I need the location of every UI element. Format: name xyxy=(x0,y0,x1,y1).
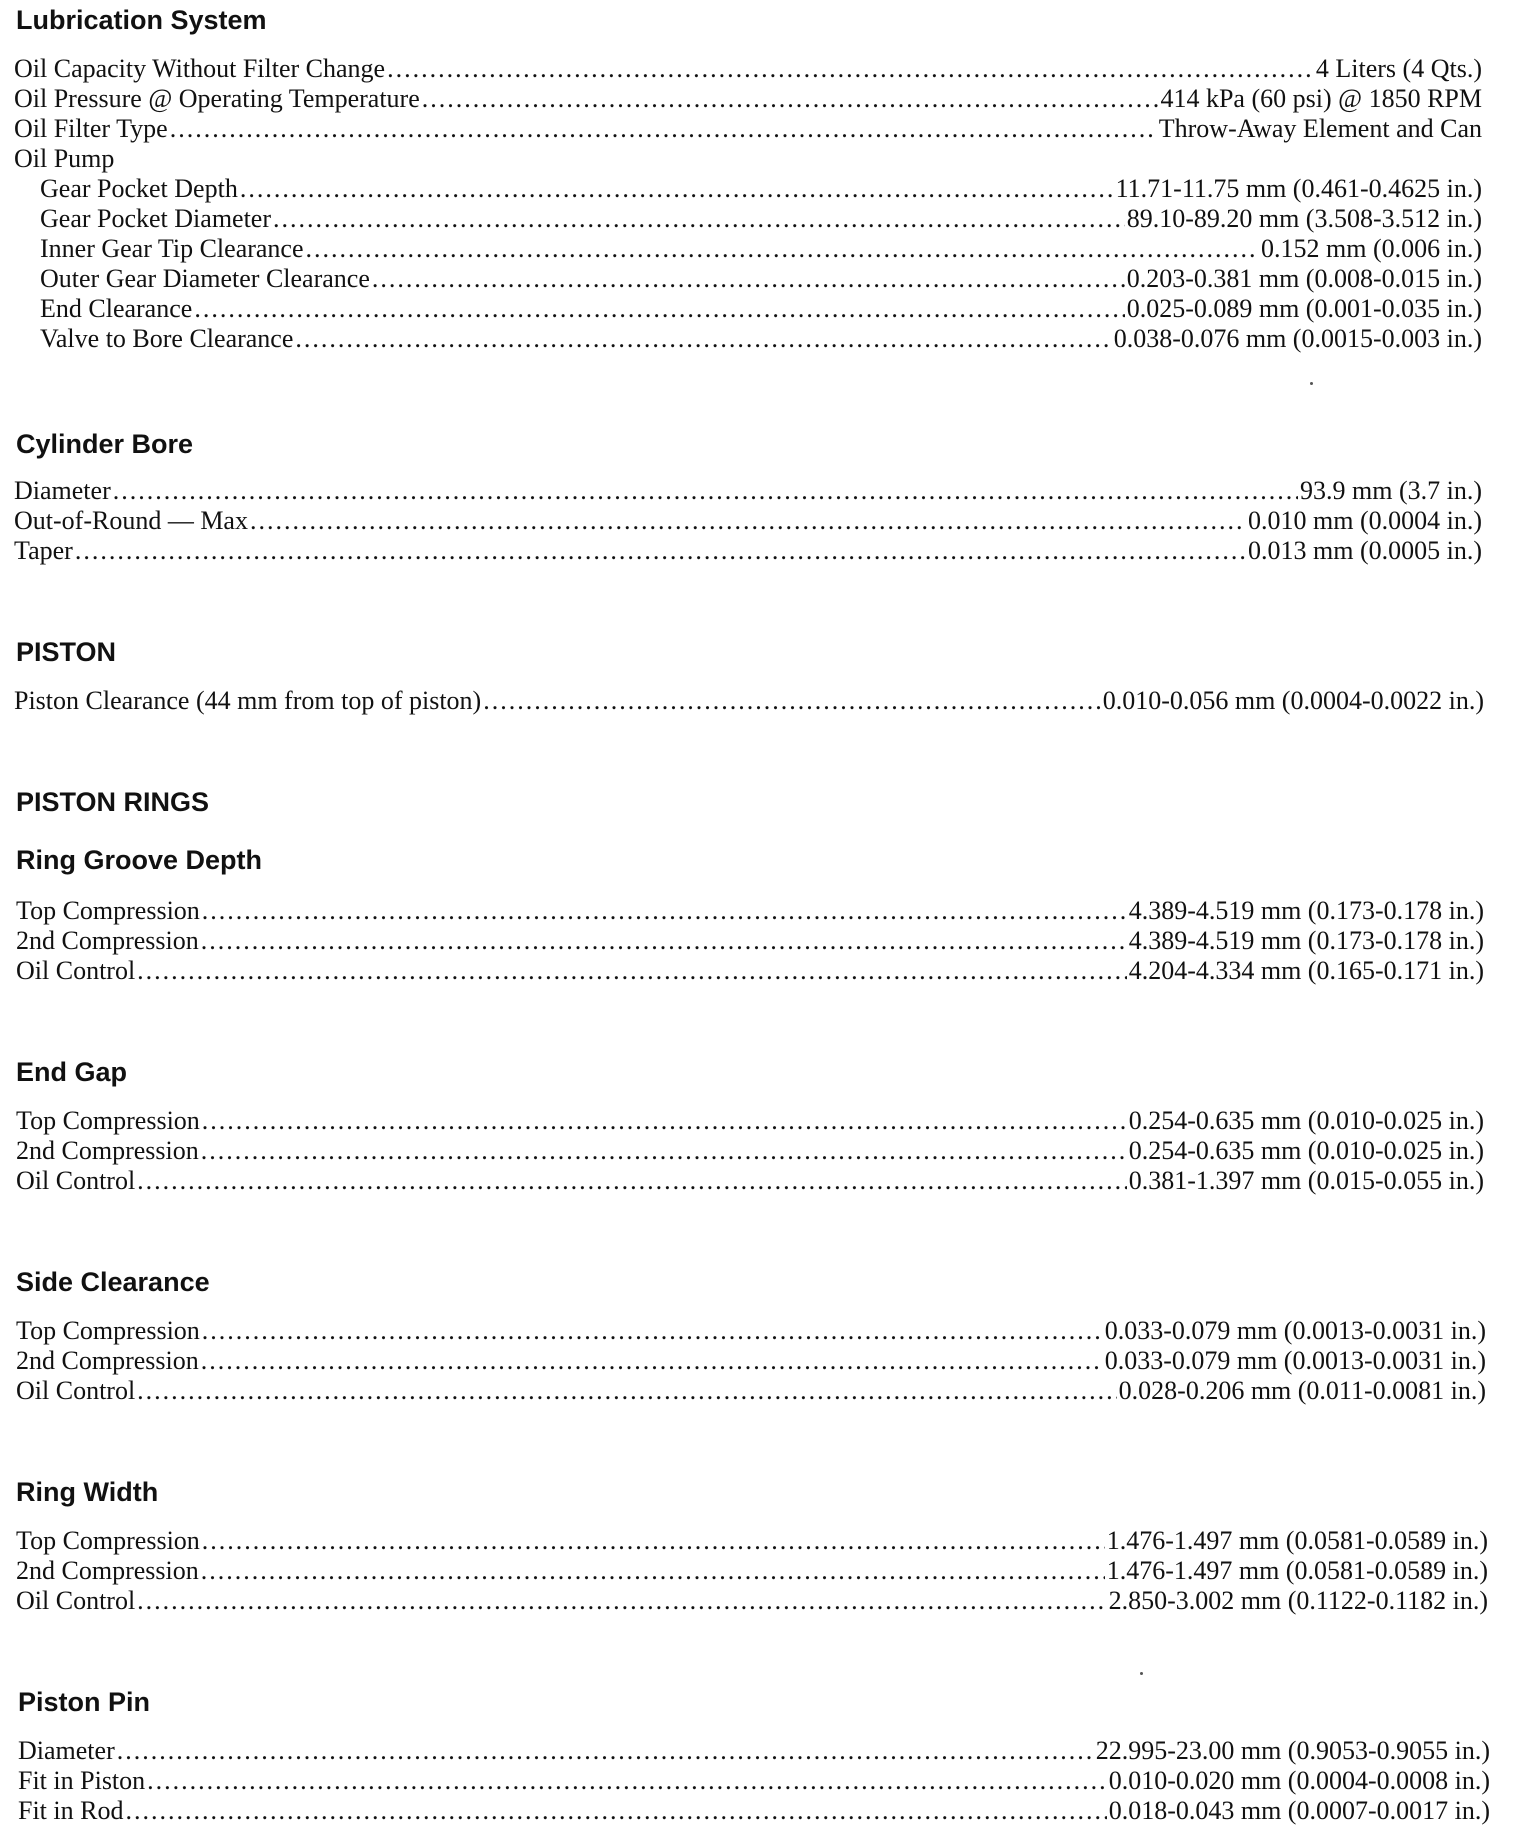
dot-leader xyxy=(240,174,1114,204)
spec-row-side-second xyxy=(16,1346,1486,1376)
spec-label: Oil Control xyxy=(16,956,136,985)
spec-value: 1.476-1.497 mm (0.0581-0.0589 in.) xyxy=(1106,1526,1488,1555)
spec-label: Fit in Piston xyxy=(18,1766,146,1795)
dot-leader xyxy=(306,234,1259,264)
spec-label: Gear Pocket Diameter xyxy=(40,204,272,233)
spec-value: 0.203-0.381 mm (0.008-0.015 in.) xyxy=(1126,264,1482,293)
spec-value: 0.033-0.079 mm (0.0013-0.0031 in.) xyxy=(1104,1316,1486,1345)
spec-row-width-oil xyxy=(16,1586,1488,1616)
spec-row-outer-gear-diameter xyxy=(40,264,1482,294)
spec-value: Throw-Away Element and Can xyxy=(1158,114,1482,143)
spec-label: Oil Capacity Without Filter Change xyxy=(14,54,386,83)
spec-value: 0.013 mm (0.0005 in.) xyxy=(1248,536,1482,565)
spec-row-side-oil xyxy=(16,1376,1486,1406)
section-heading-cylinder-bore: Cylinder Bore xyxy=(16,429,194,459)
spec-value: 0.025-0.089 mm (0.001-0.035 in.) xyxy=(1126,294,1482,323)
spec-row-pin-fit-rod xyxy=(18,1796,1490,1826)
dot-leader xyxy=(483,686,1100,716)
spec-label: Top Compression xyxy=(16,1106,200,1135)
spec-label: Diameter xyxy=(14,476,111,505)
section-heading-ring-width: Ring Width xyxy=(16,1477,159,1507)
spec-value: 2.850-3.002 mm (0.1122-0.1182 in.) xyxy=(1108,1586,1488,1615)
spec-label: Piston Clearance (44 mm from top of piston) xyxy=(14,686,482,715)
spec-label: 2nd Compression xyxy=(16,1136,199,1165)
spec-row-oil-pressure xyxy=(14,84,1482,114)
subgroup-label-oil-pump: Oil Pump xyxy=(14,144,115,173)
section-heading-side-clearance: Side Clearance xyxy=(16,1267,210,1297)
spec-label: Oil Control xyxy=(16,1166,136,1195)
dot-leader xyxy=(387,54,1314,84)
spec-label: Top Compression xyxy=(16,1316,200,1345)
spec-row-piston-clearance xyxy=(14,686,1484,716)
spec-label: Out-of-Round — Max xyxy=(14,506,248,535)
spec-value: 0.254-0.635 mm (0.010-0.025 in.) xyxy=(1128,1106,1484,1135)
spec-value: 89.10-89.20 mm (3.508-3.512 in.) xyxy=(1126,204,1482,233)
spec-label: 2nd Compression xyxy=(16,1346,199,1375)
dot-leader xyxy=(117,1736,1094,1766)
spec-row-gap-top xyxy=(16,1106,1484,1136)
spec-value: 0.018-0.043 mm (0.0007-0.0017 in.) xyxy=(1108,1796,1490,1825)
spec-value: 414 kPa (60 psi) @ 1850 RPM xyxy=(1160,84,1482,113)
dot-leader xyxy=(113,476,1298,506)
section-heading-piston-rings: PISTON RINGS xyxy=(16,787,210,817)
spec-value: 0.381-1.397 mm (0.015-0.055 in.) xyxy=(1128,1166,1484,1195)
dot-leader xyxy=(202,1526,1105,1556)
dot-leader xyxy=(295,324,1111,354)
dot-leader xyxy=(125,1796,1106,1826)
spec-value: 4.389-4.519 mm (0.173-0.178 in.) xyxy=(1128,896,1484,925)
spec-label: 2nd Compression xyxy=(16,926,199,955)
spec-label: Oil Filter Type xyxy=(14,114,168,143)
spec-row-out-of-round xyxy=(14,506,1482,536)
spec-label: Oil Control xyxy=(16,1586,136,1615)
spec-value: 22.995-23.00 mm (0.9053-0.9055 in.) xyxy=(1095,1736,1490,1765)
dot-leader xyxy=(137,956,1127,986)
spec-value: 0.038-0.076 mm (0.0015-0.003 in.) xyxy=(1113,324,1482,353)
spec-value: 4.204-4.334 mm (0.165-0.171 in.) xyxy=(1128,956,1484,985)
spec-row-pin-diameter xyxy=(18,1736,1490,1766)
spec-row-taper xyxy=(14,536,1482,566)
spec-row-oil-capacity xyxy=(14,54,1482,84)
spec-label: Top Compression xyxy=(16,896,200,925)
spec-label: Oil Pressure @ Operating Temperature xyxy=(14,84,420,113)
spec-value: 0.010 mm (0.0004 in.) xyxy=(1248,506,1482,535)
dot-leader xyxy=(201,1136,1127,1166)
spec-row-groove-oil xyxy=(16,956,1484,986)
spec-value: 0.028-0.206 mm (0.011-0.0081 in.) xyxy=(1118,1376,1486,1405)
dot-leader xyxy=(202,1316,1103,1346)
spec-row-width-top xyxy=(16,1526,1488,1556)
spec-value: 93.9 mm (3.7 in.) xyxy=(1300,476,1482,505)
spec-label: Diameter xyxy=(18,1736,115,1765)
dot-leader xyxy=(202,1106,1127,1136)
spec-label: Inner Gear Tip Clearance xyxy=(40,234,304,263)
spec-label: Outer Gear Diameter Clearance xyxy=(40,264,370,293)
dot-leader xyxy=(250,506,1246,536)
dot-leader xyxy=(147,1766,1107,1796)
dot-leader xyxy=(273,204,1125,234)
section-heading-piston-pin: Piston Pin xyxy=(18,1687,151,1717)
dot-leader xyxy=(372,264,1125,294)
spec-row-groove-top xyxy=(16,896,1484,926)
spec-label: Gear Pocket Depth xyxy=(40,174,238,203)
spec-row-width-second xyxy=(16,1556,1488,1586)
spec-value: 0.152 mm (0.006 in.) xyxy=(1261,234,1482,263)
section-heading-end-gap: End Gap xyxy=(16,1057,128,1087)
spec-row-inner-gear-tip xyxy=(40,234,1482,264)
section-heading-lubrication: Lubrication System xyxy=(16,5,267,35)
dot-leader xyxy=(202,896,1127,926)
dot-leader xyxy=(201,926,1127,956)
spec-row-groove-second xyxy=(16,926,1484,956)
dot-leader xyxy=(137,1586,1106,1616)
spec-row-valve-to-bore xyxy=(40,324,1482,354)
spec-value: 0.010-0.056 mm (0.0004-0.0022 in.) xyxy=(1102,686,1484,715)
dot-leader xyxy=(194,294,1124,324)
spec-row-end-clearance xyxy=(40,294,1482,324)
spec-label: Oil Control xyxy=(16,1376,136,1405)
scan-speck xyxy=(1140,1672,1143,1675)
dot-leader xyxy=(75,536,1246,566)
spec-row-gap-oil xyxy=(16,1166,1484,1196)
spec-value: 1.476-1.497 mm (0.0581-0.0589 in.) xyxy=(1106,1556,1488,1585)
spec-row-gear-pocket-depth xyxy=(40,174,1482,204)
spec-row-gear-pocket-diameter xyxy=(40,204,1482,234)
spec-value: 0.010-0.020 mm (0.0004-0.0008 in.) xyxy=(1108,1766,1490,1795)
dot-leader xyxy=(170,114,1157,144)
dot-leader xyxy=(137,1166,1127,1196)
spec-row-side-top xyxy=(16,1316,1486,1346)
section-heading-ring-groove-depth: Ring Groove Depth xyxy=(16,845,263,875)
dot-leader xyxy=(422,84,1159,114)
spec-label: 2nd Compression xyxy=(16,1556,199,1585)
spec-label: Taper xyxy=(14,536,73,565)
section-heading-piston: PISTON xyxy=(16,637,117,667)
scan-speck xyxy=(1310,382,1313,385)
spec-value: 0.254-0.635 mm (0.010-0.025 in.) xyxy=(1128,1136,1484,1165)
spec-label: Valve to Bore Clearance xyxy=(40,324,294,353)
spec-row-bore-diameter xyxy=(14,476,1482,506)
dot-leader xyxy=(201,1556,1105,1586)
spec-row-oil-filter xyxy=(14,114,1482,144)
spec-value: 4.389-4.519 mm (0.173-0.178 in.) xyxy=(1128,926,1484,955)
dot-leader xyxy=(137,1376,1116,1406)
spec-row-gap-second xyxy=(16,1136,1484,1166)
dot-leader xyxy=(201,1346,1103,1376)
spec-label: Top Compression xyxy=(16,1526,200,1555)
spec-row-pin-fit-piston xyxy=(18,1766,1490,1796)
spec-value: 4 Liters (4 Qts.) xyxy=(1315,54,1482,83)
spec-label: Fit in Rod xyxy=(18,1796,124,1825)
spec-value: 11.71-11.75 mm (0.461-0.4625 in.) xyxy=(1115,174,1482,203)
spec-label: End Clearance xyxy=(40,294,193,323)
spec-value: 0.033-0.079 mm (0.0013-0.0031 in.) xyxy=(1104,1346,1486,1375)
